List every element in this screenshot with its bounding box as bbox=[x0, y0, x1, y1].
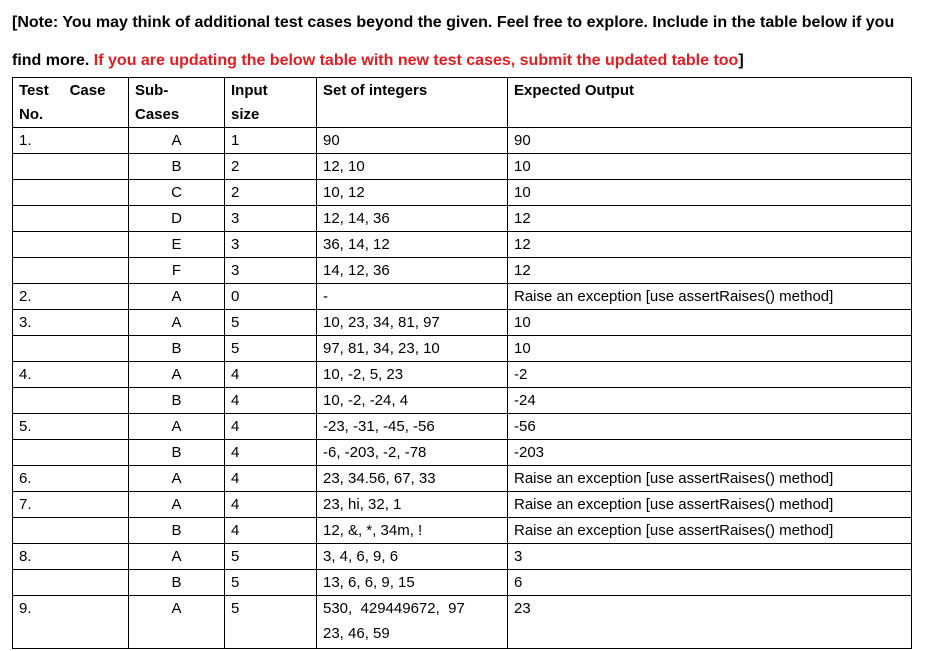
input-size-cell: 4 bbox=[225, 518, 317, 544]
table-row bbox=[13, 518, 912, 544]
set-cell: 23, hi, 32, 1 bbox=[317, 492, 508, 518]
test-no-cell bbox=[13, 440, 129, 466]
table-row bbox=[13, 154, 912, 180]
note-paragraph bbox=[12, 4, 922, 80]
table-row bbox=[13, 570, 912, 596]
test-no-cell bbox=[13, 518, 129, 544]
input-size-cell: 4 bbox=[225, 466, 317, 492]
sub-case-cell: A bbox=[129, 362, 225, 388]
test-no-cell bbox=[13, 154, 129, 180]
input-size-cell: 5 bbox=[225, 544, 317, 570]
sub-case-cell: A bbox=[129, 128, 225, 154]
test-no-cell: 7. bbox=[13, 492, 129, 518]
input-size-cell: 2 bbox=[225, 154, 317, 180]
sub-case-cell: A bbox=[129, 466, 225, 492]
table-row bbox=[13, 440, 912, 466]
header-size-label: size bbox=[231, 106, 260, 123]
set-cell: -23, -31, -45, -56 bbox=[317, 414, 508, 440]
expected-cell: 90 bbox=[508, 128, 912, 154]
expected-cell: -2 bbox=[508, 362, 912, 388]
test-no-cell: 2. bbox=[13, 284, 129, 310]
expected-cell: 10 bbox=[508, 154, 912, 180]
table-row bbox=[13, 414, 912, 440]
expected-cell: Raise an exception [use assertRaises() method] bbox=[508, 492, 912, 518]
set-cell bbox=[317, 596, 508, 649]
test-no-cell: 4. bbox=[13, 362, 129, 388]
set-cell: 97, 81, 34, 23, 10 bbox=[317, 336, 508, 362]
table-row bbox=[13, 232, 912, 258]
test-no-cell: 3. bbox=[13, 310, 129, 336]
set-cell: 12, 14, 36 bbox=[317, 206, 508, 232]
expected-cell: -24 bbox=[508, 388, 912, 414]
test-no-cell bbox=[13, 570, 129, 596]
sub-case-cell: E bbox=[129, 232, 225, 258]
expected-cell: 6 bbox=[508, 570, 912, 596]
test-no-cell: 9. bbox=[13, 596, 129, 649]
input-size-cell: 4 bbox=[225, 492, 317, 518]
test-no-cell bbox=[13, 206, 129, 232]
test-no-cell bbox=[13, 258, 129, 284]
input-size-cell: 2 bbox=[225, 180, 317, 206]
input-size-cell: 5 bbox=[225, 596, 317, 649]
test-no-cell: 8. bbox=[13, 544, 129, 570]
sub-case-cell: B bbox=[129, 154, 225, 180]
expected-cell: Raise an exception [use assertRaises() method] bbox=[508, 466, 912, 492]
header-expected-output: Expected Output bbox=[508, 78, 912, 128]
sub-case-cell: B bbox=[129, 388, 225, 414]
sub-case-cell: A bbox=[129, 544, 225, 570]
set-cell: 10, 23, 34, 81, 97 bbox=[317, 310, 508, 336]
expected-cell: 12 bbox=[508, 258, 912, 284]
table-row bbox=[13, 388, 912, 414]
test-no-cell bbox=[13, 232, 129, 258]
set-cell: 3, 4, 6, 9, 6 bbox=[317, 544, 508, 570]
note-text: [Note: You may think of additional test cases beyond the given. Feel free to explore. Include in the table below if you find more. bbox=[12, 14, 895, 69]
input-size-cell: 5 bbox=[225, 336, 317, 362]
test-no-cell bbox=[13, 388, 129, 414]
header-set-of-integers: Set of integers bbox=[317, 78, 508, 128]
header-test-case-no bbox=[13, 78, 129, 128]
input-size-cell: 4 bbox=[225, 414, 317, 440]
sub-case-cell: C bbox=[129, 180, 225, 206]
test-no-cell: 5. bbox=[13, 414, 129, 440]
test-no-cell: 1. bbox=[13, 128, 129, 154]
expected-cell: -203 bbox=[508, 440, 912, 466]
input-size-cell: 5 bbox=[225, 310, 317, 336]
set-cell: 90 bbox=[317, 128, 508, 154]
note-red-text: If you are updating the below table with new test cases, submit the updated table too bbox=[93, 52, 739, 69]
set-cell: 10, -2, -24, 4 bbox=[317, 388, 508, 414]
set-cell: 23, 34.56, 67, 33 bbox=[317, 466, 508, 492]
set-cell: 12, &, *, 34m, ! bbox=[317, 518, 508, 544]
sub-case-cell: A bbox=[129, 310, 225, 336]
set-cell: - bbox=[317, 284, 508, 310]
expected-cell: 23 bbox=[508, 596, 912, 649]
note-closing-bracket: ] bbox=[738, 52, 744, 69]
table-header-row bbox=[13, 78, 912, 128]
set-cell: -6, -203, -2, -78 bbox=[317, 440, 508, 466]
input-size-cell: 0 bbox=[225, 284, 317, 310]
expected-cell: 10 bbox=[508, 310, 912, 336]
table-row bbox=[13, 284, 912, 310]
test-no-cell bbox=[13, 180, 129, 206]
table-row bbox=[13, 128, 912, 154]
header-input-size bbox=[225, 78, 317, 128]
input-size-cell: 1 bbox=[225, 128, 317, 154]
table-row bbox=[13, 544, 912, 570]
sub-case-cell: F bbox=[129, 258, 225, 284]
input-size-cell: 3 bbox=[225, 232, 317, 258]
sub-case-cell: A bbox=[129, 284, 225, 310]
expected-cell: 10 bbox=[508, 180, 912, 206]
table-row bbox=[13, 596, 912, 649]
test-no-cell: 6. bbox=[13, 466, 129, 492]
expected-cell: Raise an exception [use assertRaises() method] bbox=[508, 518, 912, 544]
expected-cell: 10 bbox=[508, 336, 912, 362]
sub-case-cell: A bbox=[129, 492, 225, 518]
test-no-cell bbox=[13, 336, 129, 362]
set-cell: 10, -2, 5, 23 bbox=[317, 362, 508, 388]
table-row bbox=[13, 310, 912, 336]
sub-case-cell: B bbox=[129, 518, 225, 544]
table-row bbox=[13, 258, 912, 284]
header-sub-label: Sub- bbox=[135, 82, 169, 99]
expected-cell: 3 bbox=[508, 544, 912, 570]
input-size-cell: 3 bbox=[225, 206, 317, 232]
sub-case-cell: B bbox=[129, 570, 225, 596]
input-size-cell: 4 bbox=[225, 440, 317, 466]
set-cell: 13, 6, 6, 9, 15 bbox=[317, 570, 508, 596]
set-cell: 14, 12, 36 bbox=[317, 258, 508, 284]
expected-cell: -56 bbox=[508, 414, 912, 440]
table-row bbox=[13, 492, 912, 518]
test-cases-table bbox=[12, 77, 912, 649]
expected-cell: 12 bbox=[508, 206, 912, 232]
input-size-cell: 4 bbox=[225, 362, 317, 388]
header-sub-cases bbox=[129, 78, 225, 128]
input-size-cell: 5 bbox=[225, 570, 317, 596]
table-row bbox=[13, 362, 912, 388]
set-cell: 10, 12 bbox=[317, 180, 508, 206]
table-row bbox=[13, 336, 912, 362]
sub-case-cell: A bbox=[129, 414, 225, 440]
header-test-case-label: Test Case bbox=[19, 82, 106, 99]
expected-cell: Raise an exception [use assertRaises() method] bbox=[508, 284, 912, 310]
table-row bbox=[13, 466, 912, 492]
header-input-label: Input bbox=[231, 82, 268, 99]
table-row bbox=[13, 180, 912, 206]
set-line-2: 23, 46, 59 bbox=[323, 625, 390, 642]
set-line-1: 530, 429449672, 97 bbox=[323, 600, 465, 617]
sub-case-cell: D bbox=[129, 206, 225, 232]
header-no-label: No. bbox=[19, 106, 44, 123]
input-size-cell: 4 bbox=[225, 388, 317, 414]
set-cell: 36, 14, 12 bbox=[317, 232, 508, 258]
sub-case-cell: A bbox=[129, 596, 225, 649]
input-size-cell: 3 bbox=[225, 258, 317, 284]
sub-case-cell: B bbox=[129, 336, 225, 362]
table-row bbox=[13, 206, 912, 232]
header-cases-label: Cases bbox=[135, 106, 180, 123]
set-cell: 12, 10 bbox=[317, 154, 508, 180]
expected-cell: 12 bbox=[508, 232, 912, 258]
sub-case-cell: B bbox=[129, 440, 225, 466]
